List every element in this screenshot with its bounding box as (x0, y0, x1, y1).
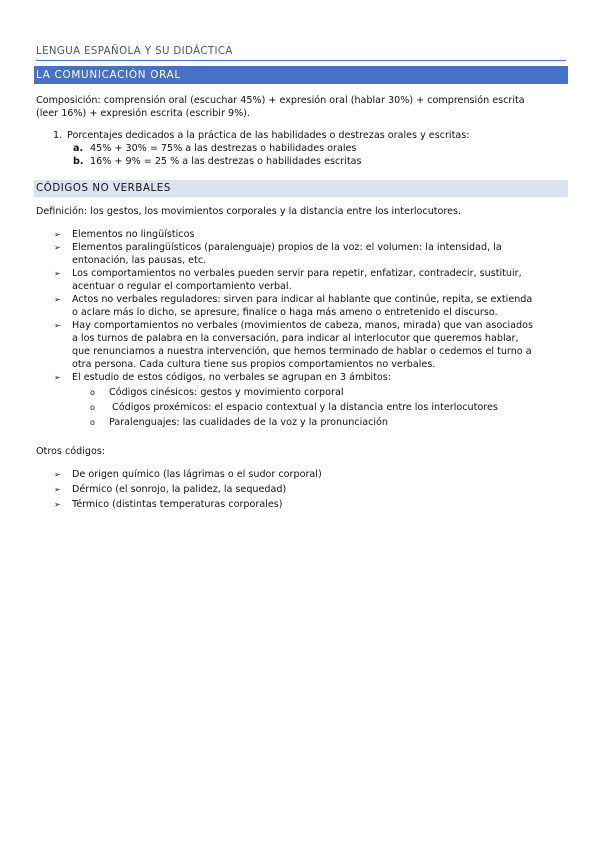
otros-codigos-label: Otros códigos: (36, 446, 106, 457)
list-item-line: entonación, las pausas, etc. (72, 255, 207, 266)
list-item-line: Los comportamientos no verbales pueden servir para repetir, enfatizar, contradecir, sustituir, (72, 268, 522, 279)
arrow-bullet-icon: ➢ (54, 485, 61, 494)
sub-list-item (36, 386, 566, 399)
list-item (36, 371, 566, 384)
composition-line: (leer 16%) + expresión escrita (escribir 9%). (36, 108, 250, 119)
list-item-text: Dérmico (el sonrojo, la palidez, la sequedad) (72, 484, 287, 495)
list-item (36, 293, 566, 319)
list-item (36, 267, 566, 293)
list-item-line: otra persona. Cada cultura tiene sus propios comportamientos no verbales. (72, 359, 436, 370)
list-item (36, 498, 566, 511)
sub-list-item-text: Códigos cinésicos: gestos y movimiento corporal (109, 387, 344, 398)
definition-paragraph: Definición: los gestos, los movimientos corporales y la distancia entre los interlocutores. (36, 206, 462, 217)
list-item (36, 241, 566, 267)
sub-item-text: 16% + 9% = 25 % a las destrezas o habilidades escritas (90, 156, 362, 167)
sub-list-item-text: Códigos proxémicos: el espacio contextual y la distancia entre los interlocutores (109, 402, 498, 413)
list-item-line: Hay comportamientos no verbales (movimientos de cabeza, manos, mirada) que van asociados (72, 320, 534, 331)
arrow-bullet-icon: ➢ (54, 295, 61, 304)
arrow-bullet-icon: ➢ (54, 373, 61, 382)
list-item-line: El estudio de estos códigos, no verbales se agrupan en 3 ámbitos: (72, 372, 391, 383)
section-heading-comunicacion-oral: LA COMUNICACIÓN ORAL (34, 66, 568, 84)
bullet-list-codigos (36, 228, 566, 429)
numbered-list (36, 129, 566, 168)
list-item (36, 483, 566, 496)
arrow-bullet-icon: ➢ (54, 243, 61, 252)
sub-item-marker: b. (73, 156, 84, 167)
circle-bullet-icon: o (90, 388, 95, 397)
bullet-list-otros-codigos (36, 468, 566, 511)
list-item-line: a los turnos de palabra en la conversación, para indicar al interlocutor que queremos hablar, (72, 333, 519, 344)
composition-paragraph (36, 94, 566, 120)
arrow-bullet-icon: ➢ (54, 230, 61, 239)
list-item-line: Elementos no lingüísticos (72, 229, 195, 240)
list-item-line: Actos no verbales reguladores: sirven para indicar al hablante que continúe, repita, se extienda (72, 294, 533, 305)
list-item-text: Térmico (distintas temperaturas corporales) (72, 499, 283, 510)
list-item-line: que renunciamos a nuestra intervención, que hemos terminado de hablar o cedemos el turno a (72, 346, 532, 357)
sub-item-marker: a. (73, 143, 84, 154)
arrow-bullet-icon: ➢ (54, 321, 61, 330)
sub-list-item (36, 416, 566, 429)
circle-bullet-icon: o (90, 418, 95, 427)
section-heading-codigos-no-verbales: CÓDIGOS NO VERBALES (34, 180, 568, 197)
numbered-marker: 1. (53, 130, 63, 141)
arrow-bullet-icon: ➢ (54, 500, 61, 509)
list-item-line: acentuar o regular el comportamiento verbal. (72, 281, 292, 292)
sub-item (36, 142, 566, 155)
numbered-item (36, 129, 566, 142)
list-item-line: o aclare más lo dicho, se apresure, finalice o haga más ameno o entretenido el discurso. (72, 307, 498, 318)
sub-list-item-text: Paralenguajes: las cualidades de la voz y la pronunciación (109, 417, 389, 428)
list-item (36, 228, 566, 241)
list-item (36, 468, 566, 481)
list-item-text: De origen químico (las lágrimas o el sudor corporal) (72, 469, 322, 480)
composition-line: Composición: comprensión oral (escuchar 45%) + expresión oral (hablar 30%) + comprensión escrita (36, 95, 525, 106)
sub-item (36, 155, 566, 168)
circle-bullet-icon: o (90, 403, 95, 412)
sub-item-text: 45% + 30% = 75% a las destrezas o habilidades orales (90, 143, 357, 154)
sub-list-item (36, 401, 566, 414)
numbered-item-text: Porcentajes dedicados a la práctica de las habilidades o destrezas orales y escritas: (67, 130, 470, 141)
document-title: LENGUA ESPAÑOLA Y SU DIDÁCTICA (36, 45, 566, 61)
list-item (36, 319, 566, 371)
arrow-bullet-icon: ➢ (54, 470, 61, 479)
arrow-bullet-icon: ➢ (54, 269, 61, 278)
list-item-line: Elementos paralingüísticos (paralenguaje) propios de la voz: el volumen: la intensidad, la (72, 242, 502, 253)
